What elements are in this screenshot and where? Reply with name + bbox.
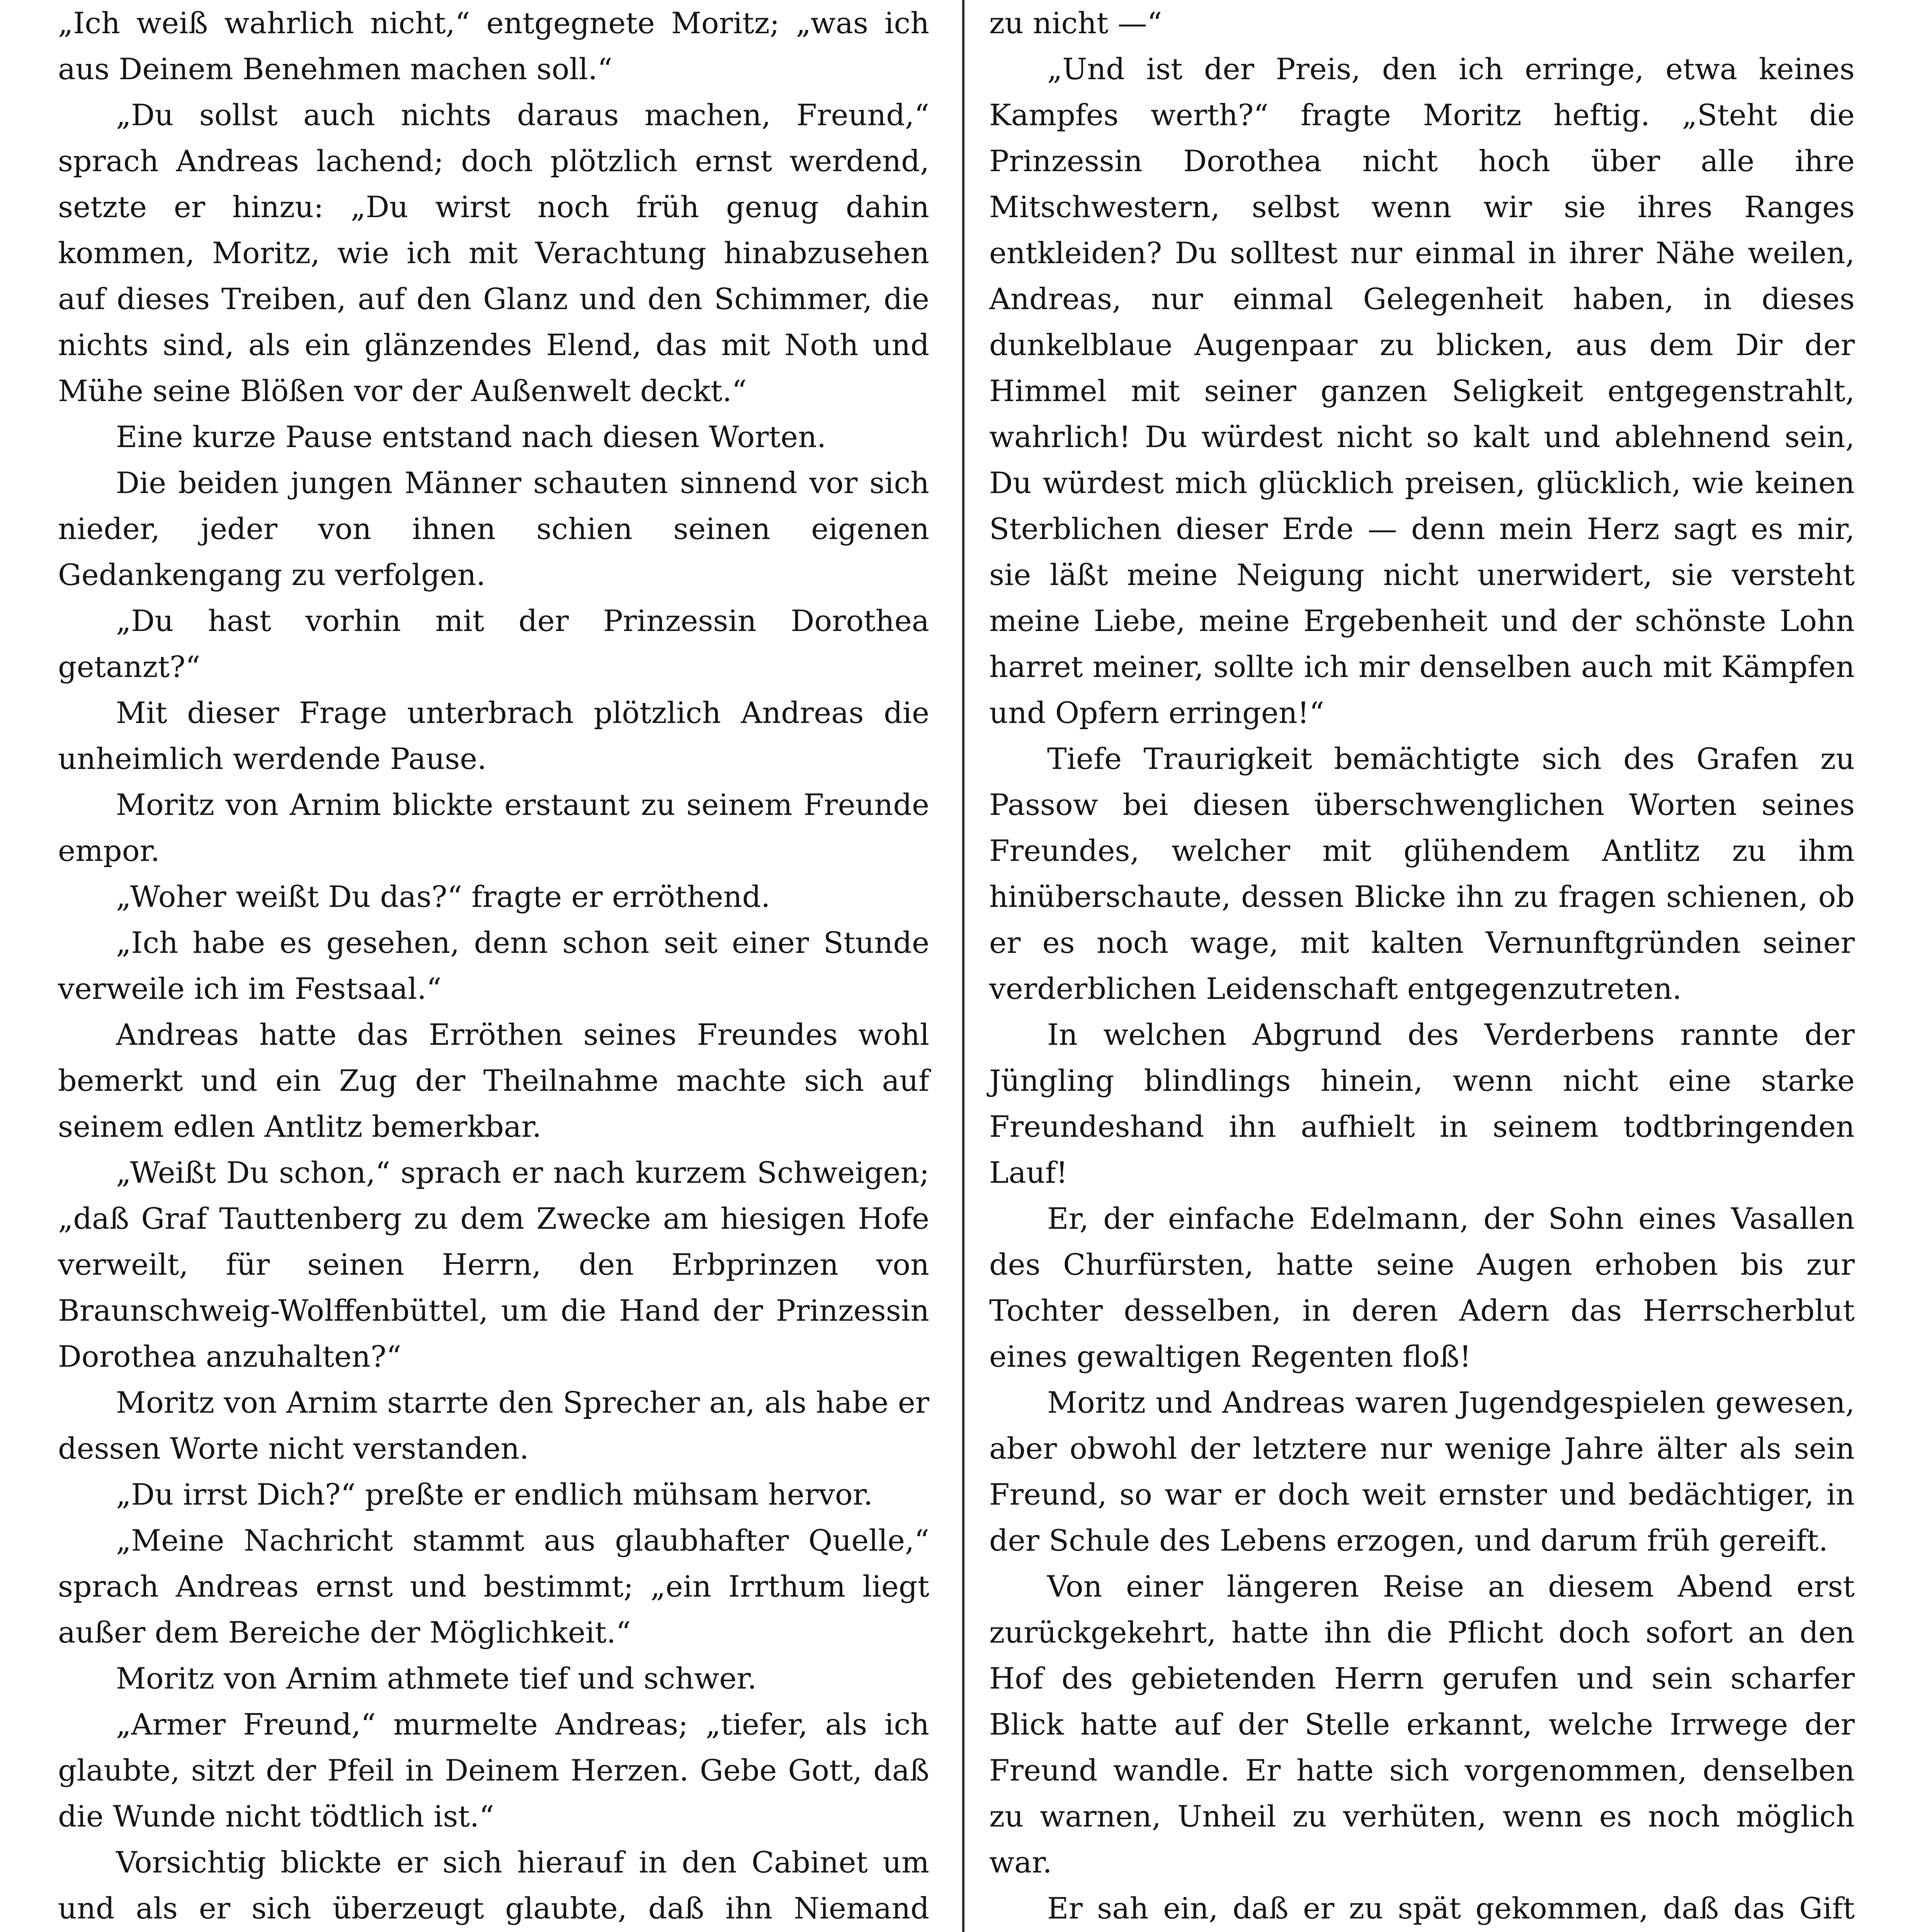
column-divider: [962, 0, 964, 1932]
paragraph: Moritz von Arnim athmete tief und schwer.: [116, 1661, 757, 1696]
left-text-column: [58, 0, 929, 1932]
paragraph: Tiefe Traurigkeit bemächtigte sich des Grafen zu Passow bei diesen überschwenglichen Worten seines Freundes, welcher mit glühendem Antlitz zu ihm hinüberschaute, dessen Blicke ihn zu fragen schienen, ob er es noch wage, mit kalten Vernunftgründen seiner verderblichen Leidenschaft entgegenzutreten.: [989, 742, 1855, 1006]
paragraph: Andreas hatte das Erröthen seines Freundes wohl bemerkt und ein Zug der Theilnahme machte sich auf seinem edlen Antlitz bemerkbar.: [58, 1017, 929, 1144]
paragraph: „Woher weißt Du das?“ fragte er erröthend.: [116, 879, 770, 914]
paragraph: Er, der einfache Edelmann, der Sohn eines Vasallen des Churfürsten, hatte seine Augen erhoben bis zur Tochter desselben, in deren Adern das Herrscherblut eines gewaltigen Regenten floß!: [989, 1201, 1855, 1374]
paragraph: In welchen Abgrund des Verderbens rannte der Jüngling blindlings hinein, wenn nicht eine starke Freundeshand ihn aufhielt in seinem todtbringenden Lauf!: [989, 1017, 1855, 1190]
paragraph: Moritz von Arnim starrte den Sprecher an, als habe er dessen Worte nicht verstanden.: [58, 1385, 929, 1466]
paragraph: Moritz und Andreas waren Jugendgespielen gewesen, aber obwohl der letztere nur wenige Jahre älter als sein Freund, so war er doch weit ernster und bedächtiger, in der Schule des Lebens erzogen, und darum früh gereift.: [989, 1385, 1855, 1558]
paragraph: Von einer längeren Reise an diesem Abend erst zurückgekehrt, hatte ihn die Pflicht doch sofort an den Hof des gebietenden Herrn gerufen und sein scharfer Blick hatte auf der Stelle erkannt, welche Irrwege der Freund wandle. Er hatte sich vorgenommen, denselben zu warnen, Unheil zu verhüten, wenn es noch möglich war.: [989, 1569, 1855, 1879]
paragraph: Die beiden jungen Männer schauten sinnend vor sich nieder, jeder von ihnen schien seinen eigenen Gedankengang zu verfolgen.: [58, 466, 929, 592]
paragraph: „Du irrst Dich?“ preßte er endlich mühsam hervor.: [116, 1477, 873, 1512]
paragraph: Mit dieser Frage unterbrach plötzlich Andreas die unheimlich werdende Pause.: [58, 696, 929, 776]
paragraph: „Ich weiß wahrlich nicht,“ entgegnete Moritz; „was ich aus Deinem Benehmen machen soll.“: [58, 6, 929, 86]
paragraph: „Ich habe es gesehen, denn schon seit einer Stunde verweile ich im Festsaal.“: [58, 925, 929, 1006]
paragraph: „Und ist der Preis, den ich erringe, etwa keines Kampfes werth?“ fragte Moritz heftig. „Steht die Prinzessin Dorothea nicht hoch über alle ihre Mitschwestern, selbst wenn wir sie ihres Ranges entkleiden? Du solltest nur einmal in ihrer Nähe weilen, Andreas, nur einmal Gelegenheit haben, in dieses dunkelblaue Augenpaar zu blicken, aus dem Dir der Himmel mit seiner ganzen Seligkeit entgegenstrahlt, wahrlich! Du würdest nicht so kalt und ablehnend sein, Du würdest mich glücklich preisen, glücklich, wie keinen Sterblichen dieser Erde — denn mein Herz sagt es mir, sie läßt meine Neigung nicht unerwidert, sie versteht meine Liebe, meine Ergebenheit und der schönste Lohn harret meiner, sollte ich mir denselben auch mit Kämpfen und Opfern erringen!“: [989, 52, 1855, 730]
paragraph: „Armer Freund,“ murmelte Andreas; „tiefer, als ich glaubte, sitzt der Pfeil in Deinem Herzen. Gebe Gott, daß die Wunde nicht tödtlich ist.“: [58, 1707, 929, 1833]
paragraph: zu nicht —“: [989, 6, 1162, 40]
right-text-column: [989, 0, 1855, 1932]
paragraph: Moritz von Arnim blickte erstaunt zu seinem Freunde empor.: [58, 787, 929, 868]
paragraph: „Weißt Du schon,“ sprach er nach kurzem Schweigen; „daß Graf Tauttenberg zu dem Zwecke am hiesigen Hofe verweilt, für seinen Herrn, den Erbprinzen von Braunschweig-Wolffenbüttel, um die Hand der Prinzessin Dorothea anzuhalten?“: [58, 1155, 929, 1374]
paragraph: „Du sollst auch nichts daraus machen, Freund,“ sprach Andreas lachend; doch plötzlich ernst werdend, setzte er hinzu: „Du wirst noch früh genug dahin kommen, Moritz, wie ich mit Verachtung hinabzusehen auf dieses Treiben, auf den Glanz und den Schimmer, die nichts sind, als ein glänzendes Elend, das mit Noth und Mühe seine Blößen vor der Außenwelt deckt.“: [58, 98, 929, 408]
paragraph: Eine kurze Pause entstand nach diesen Worten.: [116, 420, 827, 454]
paragraph: Vorsichtig blickte er sich hierauf in den Cabinet um und als er sich überzeugt glaubte, daß ihn Niemand: [58, 1845, 929, 1925]
paragraph: Er sah ein, daß er zu spät gekommen, daß das Gift: [1047, 1891, 1855, 1925]
paragraph: „Du hast vorhin mit der Prinzessin Dorothea getanzt?“: [58, 604, 929, 684]
paragraph: „Meine Nachricht stammt aus glaubhafter Quelle,“ sprach Andreas ernst und bestimmt; „ein Irrthum liegt außer dem Bereiche der Möglichkeit.“: [58, 1523, 929, 1650]
